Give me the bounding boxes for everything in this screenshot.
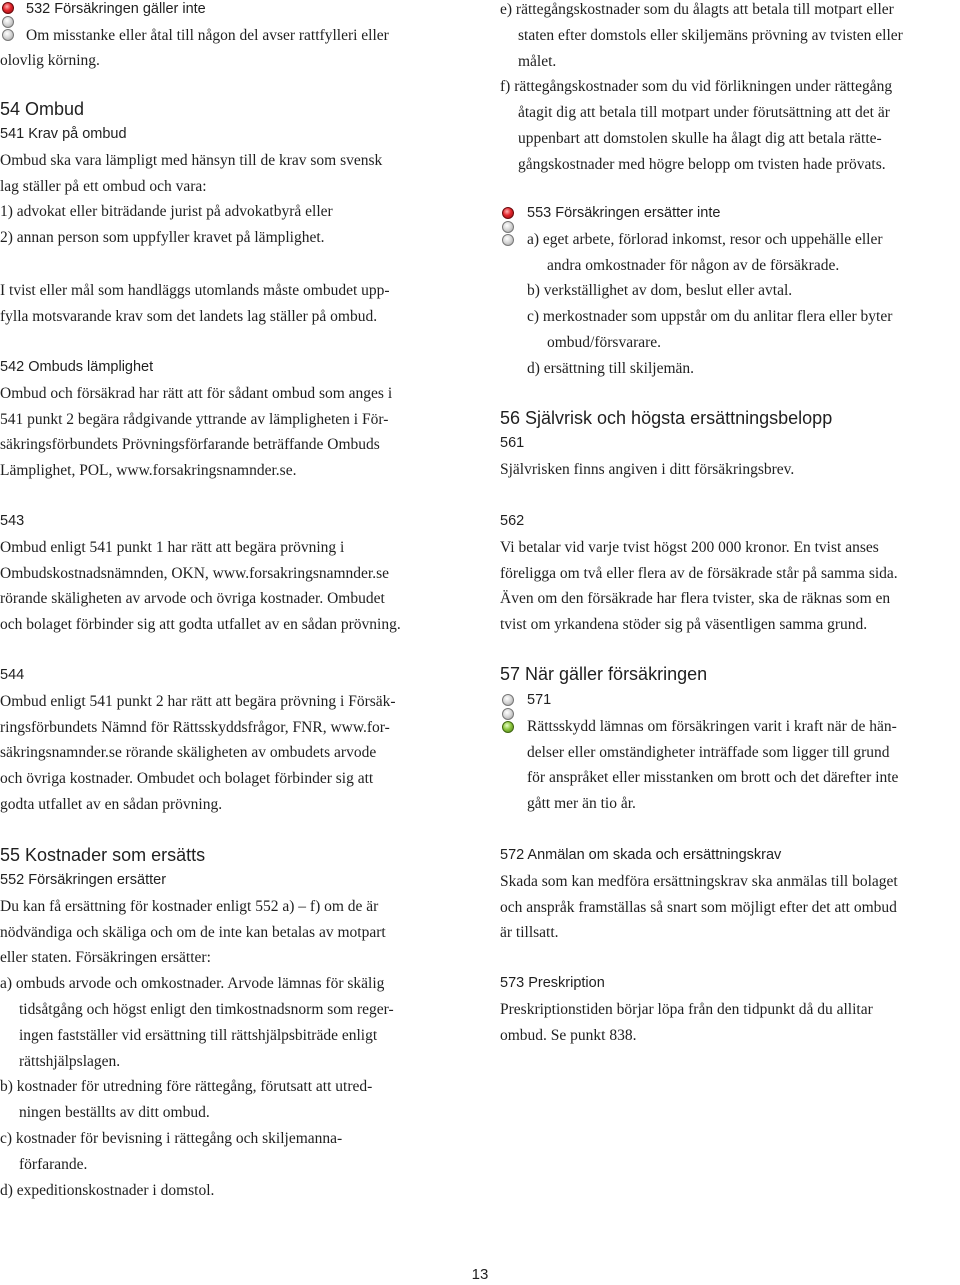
list-item-553-d: d) ersättning till skiljemän. <box>527 359 695 377</box>
text-line: eller staten. Försäkringen ersätter: <box>0 949 211 967</box>
traffic-light-red-icon <box>2 2 15 43</box>
text-line: rörande skäligheten av arvode och övriga kostnader. Ombudet <box>0 590 385 608</box>
section-56 <box>500 405 960 483</box>
heading-543: 543 <box>0 513 25 529</box>
list-item-552-a <box>0 971 462 1074</box>
list-item-line: d) expeditionskostnader i domstol. <box>0 1181 215 1199</box>
text-line: Rättsskydd lämnas om försäkringen varit i kraft när de hän- <box>527 717 897 735</box>
text-532-cont <box>0 48 462 74</box>
list-item-line: ingen fastställer vid ersättning till rättshjälpsbiträde enligt <box>19 1026 378 1044</box>
heading-541: 541 Krav på ombud <box>0 126 127 142</box>
list-item-line: ombud/försvarare. <box>547 333 662 351</box>
heading-562: 562 <box>500 513 525 529</box>
section-571 <box>527 688 960 817</box>
text-541-line: lag ställer på ett ombud och vara: <box>0 177 207 195</box>
list-item-541-2: 2) annan person som uppfyller kravet på lämplighet. <box>0 229 325 247</box>
heading-55: 55 Kostnader som ersätts <box>0 845 206 865</box>
text-line: gått mer än tio år. <box>527 795 636 813</box>
text-line: Lämplighet, POL, www.forsakringsnamnder.se. <box>0 462 297 480</box>
list-item-line: c) kostnader för bevisning i rättegång och skiljemanna- <box>0 1129 343 1147</box>
heading-57: 57 När gäller försäkringen <box>500 664 708 684</box>
list-item-line: f) rättegångskostnader som du vid förlikningen under rättegång <box>500 78 893 96</box>
list-item-line: rättshjälpslagen. <box>19 1052 121 1070</box>
text-line: I tvist eller mål som handläggs utomlands måste ombudet upp- <box>0 282 390 299</box>
heading-542: 542 Ombuds lämplighet <box>0 359 154 375</box>
text-line: Du kan få ersättning för kostnader enligt 552 a) – f) om de är <box>0 897 379 915</box>
list-item-line: c) merkostnader som uppstår om du anlitar flera eller byter <box>527 308 893 326</box>
text-line: Ombud enligt 541 punkt 2 har rätt att begära prövning i Försäk- <box>0 692 396 710</box>
text-line: tvist om yrkandena stöder sig på väsentligen samma grund. <box>500 616 868 634</box>
text-line: Skada som kan medföra ersättningskrav ska anmälas till bolaget <box>500 872 898 890</box>
text-541-line: Ombud ska vara lämpligt med hänsyn till de krav som svensk <box>0 151 383 169</box>
heading-56: 56 Självrisk och högsta ersättningsbelopp <box>500 408 833 428</box>
heading-552: 552 Försäkringen ersätter <box>0 872 167 888</box>
heading-572: 572 Anmälan om skada och ersättningskrav <box>500 847 782 863</box>
list-item-552-e <box>500 0 960 74</box>
list-item-line: e) rättegångskostnader som du ålagts att betala till motpart eller <box>500 1 894 18</box>
text-line: säkringsnamnder.se rörande skäligheten av ombudets arvode <box>0 744 377 762</box>
text-532-line1: Om misstanke eller åtal till någon del avser rattfylleri eller <box>26 26 389 44</box>
list-item-line: åtagit dig att betala till motpart under förutsättning att det är <box>518 104 890 122</box>
section-573 <box>500 971 960 1048</box>
text-line: Vi betalar vid varje tvist högst 200 000 kronor. En tvist anses <box>500 538 879 556</box>
text-line: föreligga om två eller flera av de försäkrade står på samma sida. <box>500 564 898 582</box>
list-item-553-a <box>527 227 960 279</box>
text-line: för anspråket eller misstanken om brott och det därefter inte <box>527 769 899 787</box>
list-item-line: tidsåtgång och högst enligt den timkostnadsnorm som reger- <box>19 1000 394 1018</box>
list-item-line: förfarande. <box>19 1155 88 1173</box>
text-line: och övriga kostnader. Ombudet och bolaget förbinder sig att <box>0 770 374 788</box>
list-item-line: ningen beställts av ditt ombud. <box>19 1104 210 1122</box>
heading-571: 571 <box>527 692 552 708</box>
list-item-552-b <box>0 1074 462 1126</box>
section-562 <box>500 509 960 638</box>
section-543 <box>0 509 462 638</box>
text-line: Ombud enligt 541 punkt 1 har rätt att begära prövning i <box>0 538 345 556</box>
list-item-553-c <box>527 304 960 356</box>
text-line: Ombud och försäkrad har rätt att för sådant ombud som anges i <box>0 384 393 402</box>
list-item-541-1: 1) advokat eller biträdande jurist på advokatbyrå eller <box>0 203 333 221</box>
section-544 <box>0 663 462 818</box>
heading-553: 553 Försäkringen ersätter inte <box>527 205 721 221</box>
text-532-line2: olovlig körning. <box>0 52 100 69</box>
section-553 <box>527 201 960 382</box>
text-line: fylla motsvarande krav som det landets lag ställer på ombud. <box>0 307 378 325</box>
list-item-line: målet. <box>518 52 557 70</box>
text-line: ringsförbundets Nämnd för Rättsskyddsfrågor, FNR, www.for- <box>0 718 390 736</box>
heading-544: 544 <box>0 667 25 683</box>
text-line: säkringsförbundets Prövningsförfarande beträffande Ombuds <box>0 436 380 454</box>
text-line: godta utfallet av en sådan prövning. <box>0 795 223 813</box>
section-532 <box>26 0 462 49</box>
page-number: 13 <box>471 1266 489 1283</box>
heading-54: 54 Ombud <box>0 99 85 119</box>
section-54-para2 <box>0 278 462 330</box>
list-item-line: a) eget arbete, förlorad inkomst, resor och uppehälle eller <box>527 230 883 248</box>
traffic-light-red-icon <box>502 207 515 248</box>
text-line: 541 punkt 2 begära rådgivande yttrande av lämpligheten i För- <box>0 410 389 428</box>
section-57-heading <box>500 661 960 687</box>
section-542 <box>0 355 462 484</box>
section-55 <box>0 842 462 1203</box>
section-572 <box>500 843 960 946</box>
heading-532: 532 Försäkringen gäller inte <box>26 1 206 17</box>
text-line: är tillsatt. <box>500 924 559 942</box>
list-item-line: andra omkostnader för någon av de försäkrade. <box>547 256 840 274</box>
text-line: Även om den försäkrade har flera tvister, ska de räknas som en <box>500 590 891 608</box>
section-54 <box>0 96 462 251</box>
text-line: och anspråk framställas så snart som möjligt efter det att ombud <box>500 898 897 916</box>
list-item-line: b) kostnader för utredning före rättegång, förutsatt att utred- <box>0 1078 373 1096</box>
text-line: och bolaget förbinder sig att godta utfallet av en sådan prövning. <box>0 616 401 634</box>
list-item-line: staten efter domstols eller skiljemäns prövning av tvisten eller <box>518 26 903 44</box>
list-item-552-c <box>0 1126 462 1178</box>
list-item-line: uppenbart att domstolen skulle ha ålagt dig att betala rätte- <box>518 129 882 147</box>
text-line: Ombudskostnadsnämnden, OKN, www.forsakringsnamnder.se <box>0 564 390 582</box>
list-item-553-b: b) verkställighet av dom, beslut eller avtal. <box>527 282 793 300</box>
text-line: Preskriptionstiden börjar löpa från den tidpunkt då du allitar <box>500 1000 873 1018</box>
list-item-line: gångskostnader med högre belopp om tvisten hade prövats. <box>518 155 886 173</box>
heading-561: 561 <box>500 435 525 451</box>
text-line: ombud. Se punkt 838. <box>500 1026 637 1044</box>
text-line: delser eller omständigheter inträffade som ligger till grund <box>527 743 890 761</box>
list-item-line: a) ombuds arvode och omkostnader. Arvode lämnas för skälig <box>0 975 385 993</box>
text-line: nödvändiga och skäliga och om de inte kan betalas av motpart <box>0 923 386 941</box>
list-item-552-f <box>500 74 960 177</box>
list-items-552-ef <box>500 0 960 178</box>
traffic-light-green-icon <box>502 694 515 735</box>
list-item-552-d <box>0 1178 462 1204</box>
heading-573: 573 Preskription <box>500 975 605 991</box>
text-line: Självrisken finns angiven i ditt försäkringsbrev. <box>500 460 795 478</box>
